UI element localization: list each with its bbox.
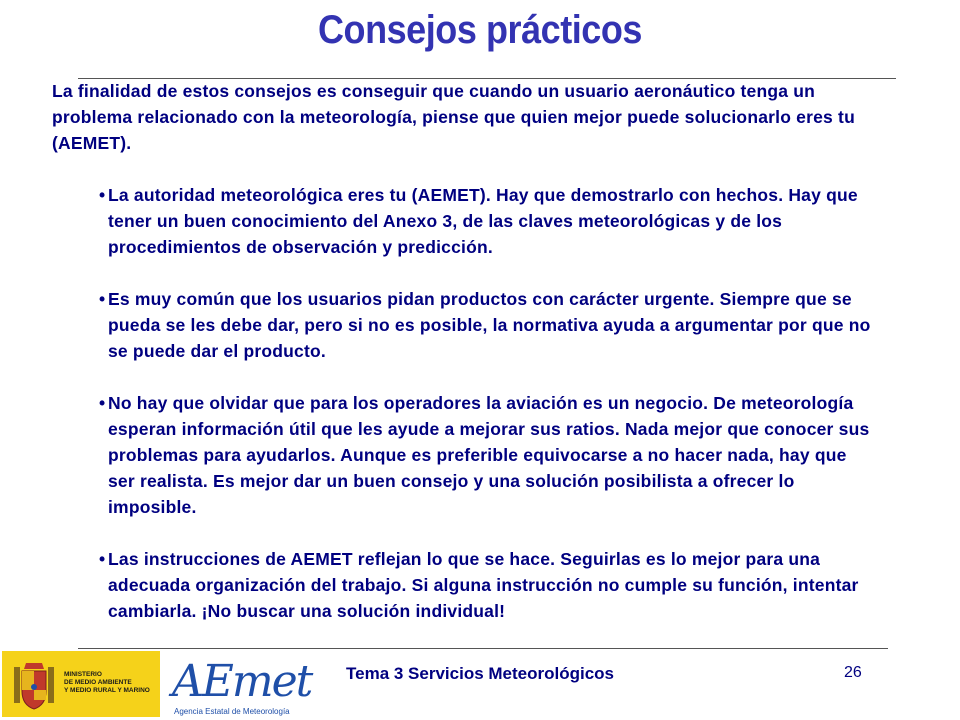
- bullet-text: No hay que olvidar que para los operadores la aviación es un negocio. De meteorología esperan información útil que les ayude a mejorar sus ratios. Nada mejor que conocer sus problemas para ayudarlos. Aunque es preferible equivocarse a no hacer nada, hay que ser realista. Es mejor dar un buen consejo y una solución posibilista a ofrecer lo imposible.: [108, 393, 870, 517]
- aemet-logo-wordmark: AEmet: [172, 656, 312, 707]
- bullet-dot-icon: •: [99, 393, 106, 413]
- bullet-item: [99, 182, 872, 260]
- bullet-text: La autoridad meteorológica eres tu (AEMET). Hay que demostrarlo con hechos. Hay que tener un buen conocimiento del Anexo 3, de las claves meteorológicas y de los procedimientos de observación y predicción.: [108, 185, 858, 257]
- bullet-dot-icon: •: [99, 549, 106, 569]
- ministry-logo: [2, 651, 160, 717]
- bullet-text: Las instrucciones de AEMET reflejan lo que se hace. Seguirlas es lo mejor para una adecuada organización del trabajo. Si alguna instrucción no cumple su función, intentar cambiarla. ¡No buscar una solución individual!: [108, 549, 859, 621]
- bullet-dot-icon: •: [99, 289, 106, 309]
- slide-body: [52, 78, 872, 650]
- ministry-line: Y MEDIO RURAL Y MARINO: [64, 687, 150, 694]
- footer-title: Tema 3 Servicios Meteorológicos: [346, 664, 614, 683]
- bullet-text: Es muy común que los usuarios pidan productos con carácter urgente. Siempre que se pueda se les debe dar, pero si no es posible, la normativa ayuda a argumentar por que no se puede dar el producto.: [108, 289, 871, 361]
- bottom-divider: [78, 648, 888, 649]
- aemet-logo-subtitle: Agencia Estatal de Meteorología: [174, 707, 290, 716]
- ministry-line: MINISTERIO: [64, 671, 102, 678]
- ministry-line: DE MEDIO AMBIENTE: [64, 679, 132, 686]
- slide-title: Consejos prácticos: [317, 8, 642, 52]
- bullet-item: [99, 286, 872, 364]
- bullet-item: [99, 546, 872, 624]
- bullet-dot-icon: •: [99, 185, 106, 205]
- bullet-item: [99, 390, 872, 520]
- page-number: 26: [844, 664, 862, 681]
- intro-paragraph: La finalidad de estos consejos es conseguir que cuando un usuario aeronáutico tenga un problema relacionado con la meteorología, piense que quien mejor puede solucionarlo eres tu (AEMET).: [52, 81, 855, 153]
